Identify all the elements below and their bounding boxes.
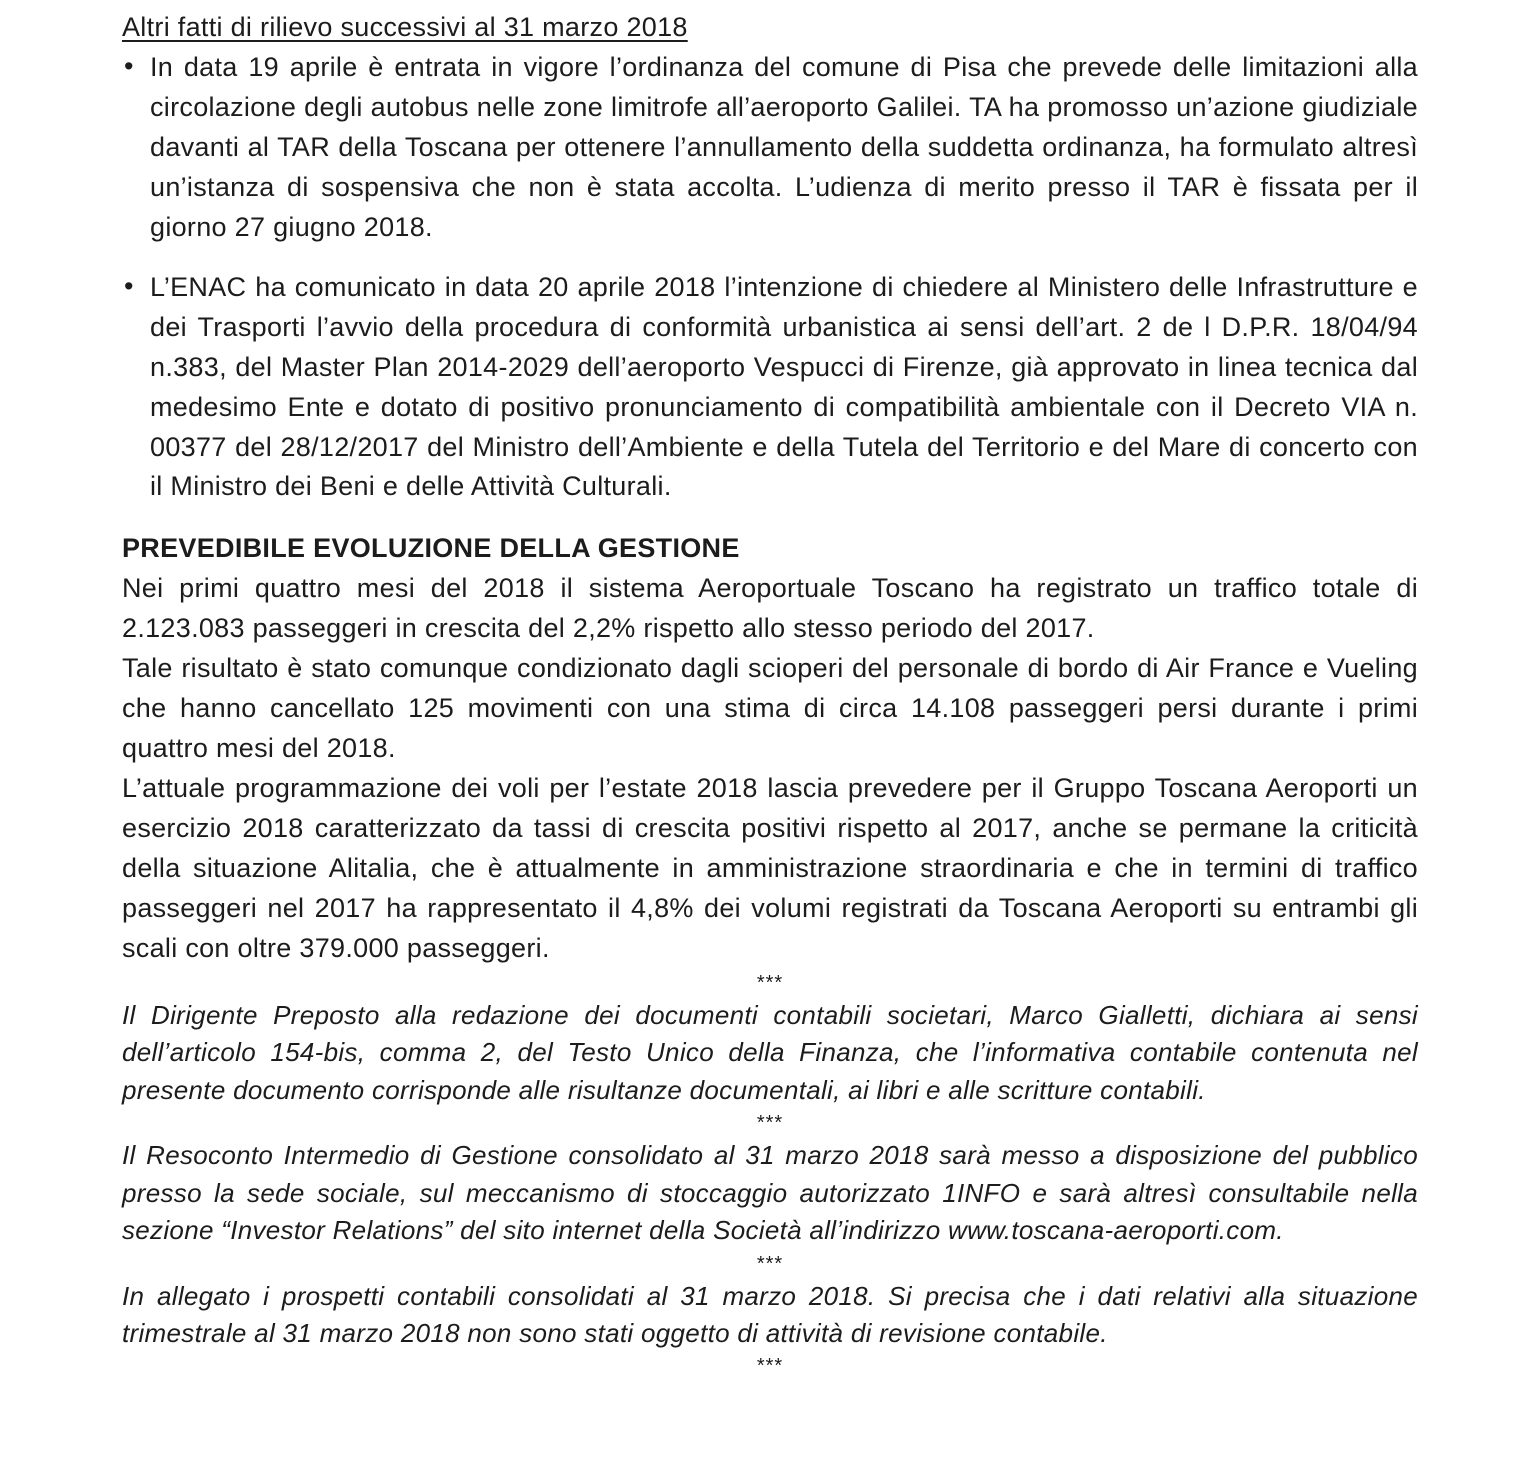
- event-bullet-item-2: • L’ENAC ha comunicato in data 20 aprile 2018 l’intenzione di chiedere al Ministero delle Infrastrutture e dei Trasporti l’avvio della procedura di conformità urbanistica ai sensi dell’art. 2 de l D.P.R. 18/04/94 n.383, del Master Plan 2014-2029 dell’aeroporto Vespucci di Firenze, già approvato in linea tecnica dal medesimo Ente e dotato di positivo pronunciamento di compatibilità ambientale con il Decreto VIA n. 00377 del 28/12/2017 del Ministro dell’Ambiente e della Tutela del Territorio e del Mare di concerto con il Ministro dei Beni e delle Attività Culturali.: [122, 268, 1418, 508]
- outlook-paragraph-2: Tale risultato è stato comunque condizionato dagli scioperi del personale di bordo di Air France e Vueling che hanno cancellato 125 movimenti con una stima di circa 14.108 passeggeri persi durante i primi quattro mesi del 2018.: [122, 653, 1418, 764]
- outlook-paragraph-1: Nei primi quattro mesi del 2018 il sistema Aeroportuale Toscano ha registrato un traffico totale di 2.123.083 passeggeri in crescita del 2,2% rispetto allo stesso periodo del 2017.: [122, 573, 1418, 644]
- section-heading-subsequent-events: Altri fatti di rilievo successivi al 31 marzo 2018: [122, 12, 688, 42]
- note-paragraph-executive-declaration: Il Dirigente Preposto alla redazione dei documenti contabili societari, Marco Gialletti, dichiara ai sensi dell’articolo 154-bis, comma 2, del Testo Unico della Finanza, che l’informativa contabile contenuta nel presente documento corrisponde alle risultanze documentali, ai libri e alle scritture contabili.: [122, 999, 1418, 1105]
- section-heading-outlook: PREVEDIBILE EVOLUZIONE DELLA GESTIONE: [122, 533, 740, 564]
- outlook-paragraph-3: L’attuale programmazione dei voli per l’estate 2018 lascia prevedere per il Gruppo Toscana Aeroporti un esercizio 2018 caratterizzato da tassi di crescita positivi rispetto al 2017, anche se permane la criticità della situazione Alitalia, che è attualmente in amministrazione straordinaria e che in termini di traffico passeggeri nel 2017 ha rappresentato il 4,8% dei volumi registrati da Toscana Aeroporti su entrambi gli scali con oltre 379.000 passeggeri.: [122, 773, 1418, 963]
- note-paragraph-report-availability: Il Resoconto Intermedio di Gestione consolidato al 31 marzo 2018 sarà messo a disposizione del pubblico presso la sede sociale, sul meccanismo di stoccaggio autorizzato 1INFO e sarà altresì consultabile nella sezione “Investor Relations” del sito internet della Società all’indirizzo www.toscana-aeroporti.com.: [122, 1140, 1418, 1246]
- separator-stars-2: ***: [756, 1112, 784, 1135]
- event-bullet-item-1: • In data 19 aprile è entrata in vigore l’ordinanza del comune di Pisa che prevede delle limitazioni alla circolazione degli autobus nelle zone limitrofe all’aeroporto Galilei. TA ha promosso un’azione giudiziale davanti al TAR della Toscana per ottenere l’annullamento della suddetta ordinanza, ha formulato altresì un’istanza di sospensiva che non è stata accolta. L’udienza di merito presso il TAR è fissata per il giorno 27 giugno 2018.: [122, 48, 1418, 248]
- separator-stars-3: ***: [756, 1252, 784, 1275]
- subsequent-events-list: [122, 48, 1418, 507]
- note-paragraph-attachments: In allegato i prospetti contabili consolidati al 31 marzo 2018. Si precisa che i dati relativi alla situazione trimestrale al 31 marzo 2018 non sono stati oggetto di attività di revisione contabile.: [122, 1280, 1418, 1348]
- separator-stars-4: ***: [756, 1355, 784, 1378]
- separator-stars-1: ***: [756, 971, 784, 994]
